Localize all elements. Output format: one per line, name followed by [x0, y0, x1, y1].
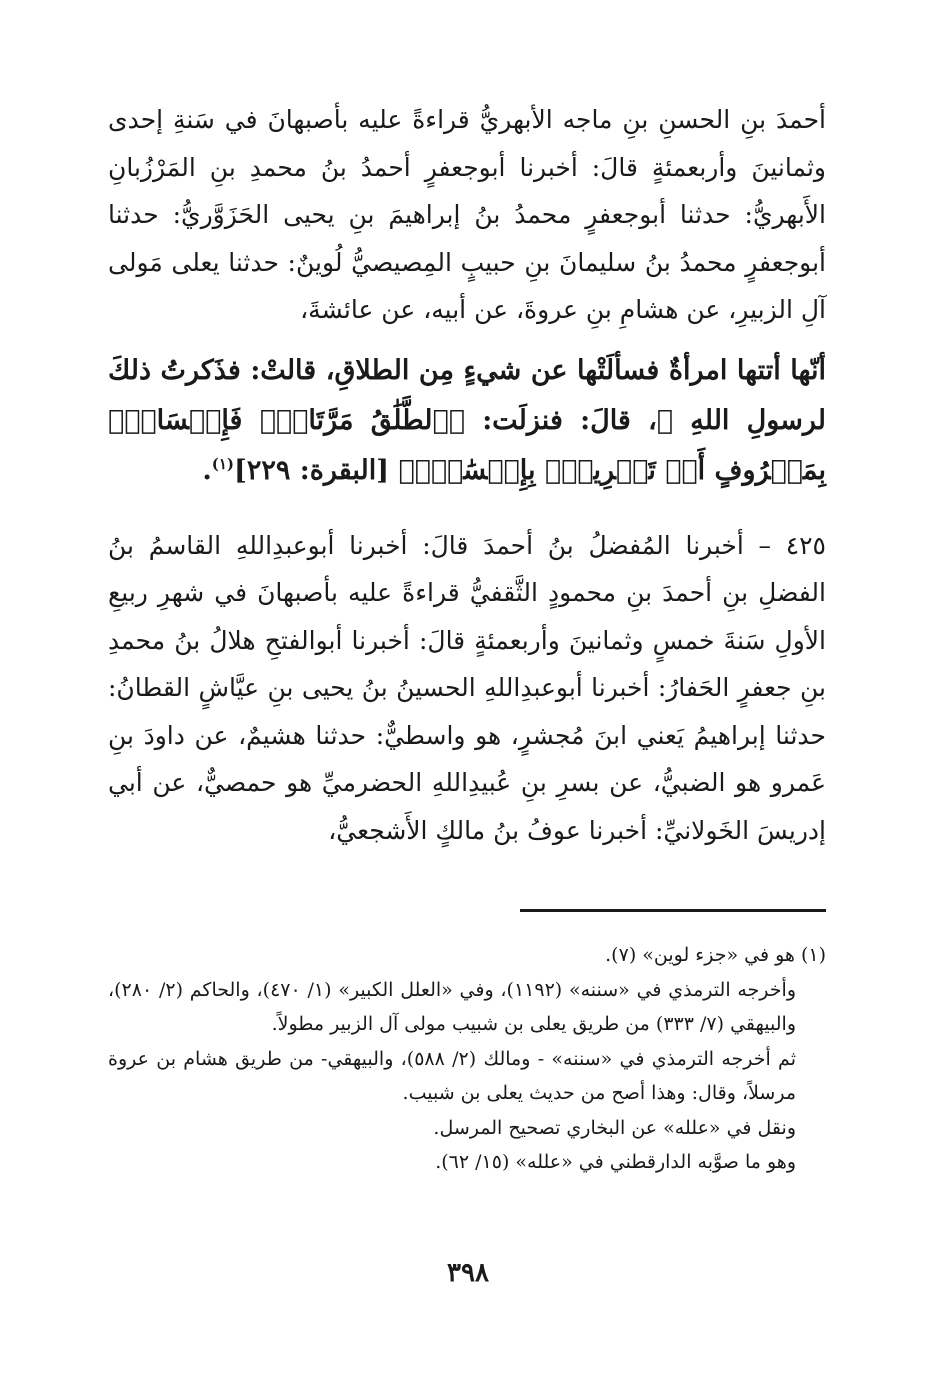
hadith-425-paragraph: ٤٢٥ – أخبرنا المُفضلُ بنُ أحمدَ قالَ: أخبرنا أبوعبدِاللهِ القاسمُ بنُ الفضلِ بنِ أحمدَ بنِ محمودٍ الثَّقفيُّ قراءةً عليه بأصبهانَ في شهرِ ربيعِ الأولِ سَنةَ خمسٍ وثمانينَ وأربعمئةٍ قالَ: أخبرنا أبوالفتحِ هلالُ بنُ محمدِ بنِ جعفرٍ الحَفارُ: أخبرنا أبوعبدِاللهِ الحسينُ بنُ يحيى بنِ عيَّاشٍ القطانُ: حدثنا إبراهيمُ يَعني ابنَ مُجشرٍ، هو واسطيٌّ: حدثنا هشيمٌ، عن داودَ بنِ عَمرو هو الضبيُّ، عن بسرِ بنِ عُبيدِاللهِ الحضرميِّ هو حمصيٌّ، عن أبي إدريسَ الخَولانيِّ: أخبرنا عوفُ بنُ مالكٍ الأَشجعيُّ، — [108, 530, 827, 845]
footnote-line: وأخرجه الترمذي في «سننه» (١١٩٢)، وفي «العلل الكبير» (١/ ٤٧٠)، والحاكم (٢/ ٢٨٠)، والبيهقي (٧/ ٣٣٣) من طريق يعلى بن شبيب مولى آل الزبير مطولاً. — [108, 978, 796, 1035]
isnad-paragraph: أحمدَ بنِ الحسنِ بنِ ماجه الأبهريُّ قراءةً عليه بأصبهانَ في سَنةِ إحدى وثمانينَ وأربعمئةٍ قالَ: أخبرنا أبوجعفرٍ أحمدُ بنُ محمدِ بنِ المَرْزُبانِ الأَبهريُّ: حدثنا أبوجعفرٍ محمدُ بنُ إبراهيمَ بنِ يحيى الحَزَوَّريُّ: حدثنا أبوجعفرٍ محمدُ بنُ سليمانَ بنِ حبيبٍ المِصيصيُّ لُوينٌ: حدثنا يعلى مَولى آلِ الزبيرِ، عن هشامِ بنِ عروةَ، عن أبيه، عن عائشةَ، — [108, 105, 826, 324]
footnote-line: (١) هو في «جزء لوين» (٧). — [605, 944, 826, 966]
footnote-marker[interactable]: (١) — [211, 454, 235, 473]
footnote-line: ونقل في «علله» عن البخاري تصحيح المرسل. — [433, 1116, 796, 1139]
footnote-line: وهو ما صوَّبه الدارقطني في «علله» (١٥/ ٦٢). — [435, 1151, 796, 1173]
main-text — [108, 96, 826, 854]
page-number: ٣٩٨ — [447, 1258, 489, 1288]
footnotes — [108, 938, 826, 1180]
hadith-matn — [108, 346, 826, 496]
footnote-line: ثم أخرجه الترمذي في «سننه» - ومالك (٢/ ٥٨٨)، والبيهقي- من طريق هشام بن عروة مرسلاً، وقال: وهذا أصح من حديث يعلى بن شبيب. — [108, 1047, 796, 1104]
hadith-text: أنّها أتتها امرأةٌ فسألَتْها عن شيءٍ مِن الطلاقِ، قالتْ: فذَكرتُ ذلكَ لرسولِ اللهِ ﷺ، قالَ: فنزلَت: ﴿ٱلطَّلَٰقُ مَرَّتَانِۖ فَإِمۡسَاكُۢ بِمَعۡرُوفٍ أَوۡ تَسۡرِيحُۢ بِإِحۡسَٰنٖۗ﴾ [البقرة: ٢٢٩] — [108, 354, 826, 486]
hadith-end-punct: . — [202, 454, 212, 486]
footnote-separator — [520, 909, 826, 912]
